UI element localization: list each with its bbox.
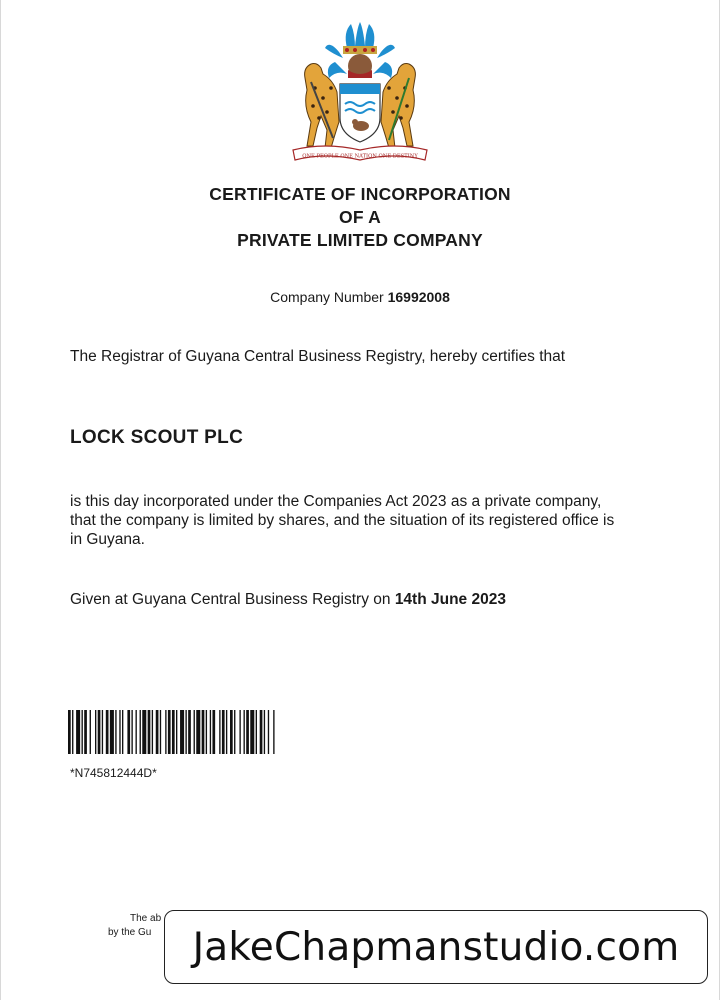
given-at-label: Given at Guyana Central Business Registry on [70, 591, 391, 608]
given-date: 14th June 2023 [394, 591, 506, 608]
footer-text-line-1: The ab [130, 913, 162, 924]
certificate-title-line-2: OF A [339, 207, 381, 227]
footer-text-line-2: by the Gu [108, 927, 152, 938]
certificate-title-line-1: CERTIFICATE OF INCORPORATION [209, 184, 511, 204]
incorporation-statement: is this day incorporated under the Companies Act 2023 as a private company, that the company is limited by shares, and the situation of its registered office is in Guyana. [70, 493, 615, 548]
barcode-number: *N745812444D* [70, 766, 157, 780]
company-number-label: Company Number [270, 289, 384, 305]
company-name: LOCK SCOUT PLC [70, 427, 244, 448]
company-number-row [0, 289, 720, 305]
given-at-statement [70, 590, 630, 609]
company-number-value: 16992008 [387, 289, 450, 305]
barcode-icon [68, 710, 332, 754]
coat-of-arms-icon [285, 18, 435, 168]
registrar-statement: The Registrar of Guyana Central Business Registry, hereby certifies that [70, 348, 566, 365]
watermark-text: JakeChapmanstudio.com [192, 924, 680, 970]
watermark-overlay [164, 910, 708, 984]
crest-motto: ONE PEOPLE ONE NATION ONE DESTINY [302, 153, 418, 160]
certificate-title-line-3: PRIVATE LIMITED COMPANY [237, 230, 483, 250]
